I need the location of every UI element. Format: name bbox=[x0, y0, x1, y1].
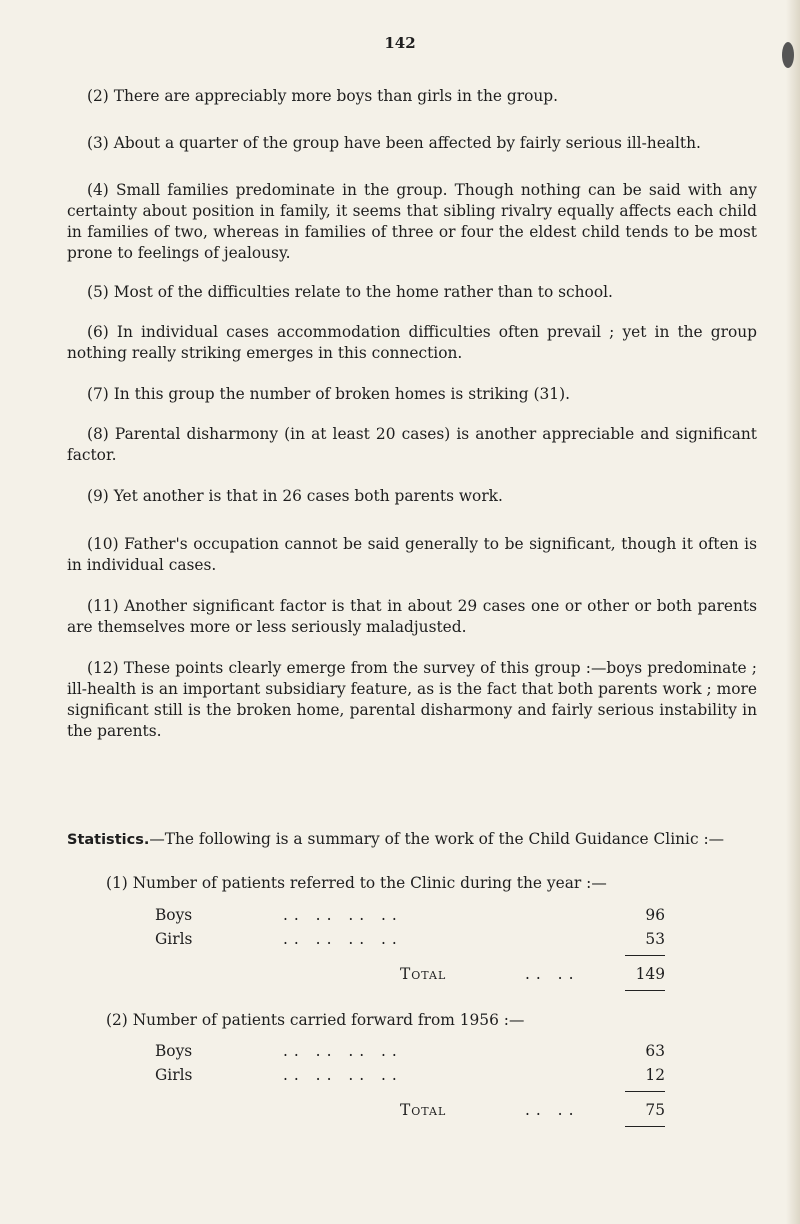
paragraph-10: (10) Father's occupation cannot be said generally to be significant, though it often is in individual cases. bbox=[67, 535, 757, 574]
table-row: Boys .. .. .. .. 96 bbox=[155, 906, 665, 924]
statistics-lead: Statistics. bbox=[67, 832, 150, 848]
section-2-heading: (2) Number of patients carried forward from 1956 :— bbox=[106, 1011, 525, 1029]
sum-rule bbox=[625, 955, 665, 956]
paragraph-8: (8) Parental disharmony (in at least 20 cases) is another appreciable and significant factor. bbox=[67, 425, 757, 464]
paragraph-4: (4) Small families predominate in the group. Though nothing can be said with any certainty about position in family, it seems that sibling rivalry equally affects each child in families of two, whereas in families of three or four the eldest child tends to be most prone to feelings of jealousy. bbox=[67, 181, 757, 262]
sum-rule bbox=[625, 1091, 665, 1092]
paragraph-2: (2) There are appreciably more boys than girls in the group. bbox=[87, 87, 559, 105]
page-number: 142 bbox=[384, 34, 416, 52]
statistics-heading bbox=[67, 829, 767, 851]
paragraph-9: (9) Yet another is that in 26 cases both parents work. bbox=[87, 487, 503, 505]
paragraph-6: (6) In individual cases accommodation difficulties often prevail ; yet in the group nothing really striking emerges in this connection. bbox=[67, 323, 757, 362]
paragraph-11: (11) Another significant factor is that in about 29 cases one or other or both parents are themselves more or less seriously maladjusted. bbox=[67, 597, 757, 636]
total-row: Total .. .. 149 bbox=[400, 965, 665, 983]
table-row: Boys .. .. .. .. 63 bbox=[155, 1042, 665, 1060]
total-rule bbox=[625, 990, 665, 991]
table-row: Girls .. .. .. .. 53 bbox=[155, 930, 665, 948]
paragraph-5: (5) Most of the difficulties relate to the home rather than to school. bbox=[87, 283, 613, 301]
table-row: Girls .. .. .. .. 12 bbox=[155, 1066, 665, 1084]
statistics-intro: —The following is a summary of the work of the Child Guidance Clinic :— bbox=[149, 830, 725, 848]
paragraph-12: (12) These points clearly emerge from the survey of this group :—boys predominate ; ill-health is an important subsidiary feature, as is the fact that both parents work ; more significant still is the broken home, parental disharmony and fairly serious instability in the parents. bbox=[67, 659, 757, 740]
page-edge-shadow bbox=[786, 0, 800, 1224]
section-1-heading: (1) Number of patients referred to the Clinic during the year :— bbox=[106, 874, 607, 892]
paragraph-3: (3) About a quarter of the group have been affected by fairly serious ill-health. bbox=[87, 134, 701, 152]
total-row: Total .. .. 75 bbox=[400, 1101, 665, 1119]
paragraph-7: (7) In this group the number of broken homes is striking (31). bbox=[87, 385, 570, 403]
total-rule bbox=[625, 1126, 665, 1127]
